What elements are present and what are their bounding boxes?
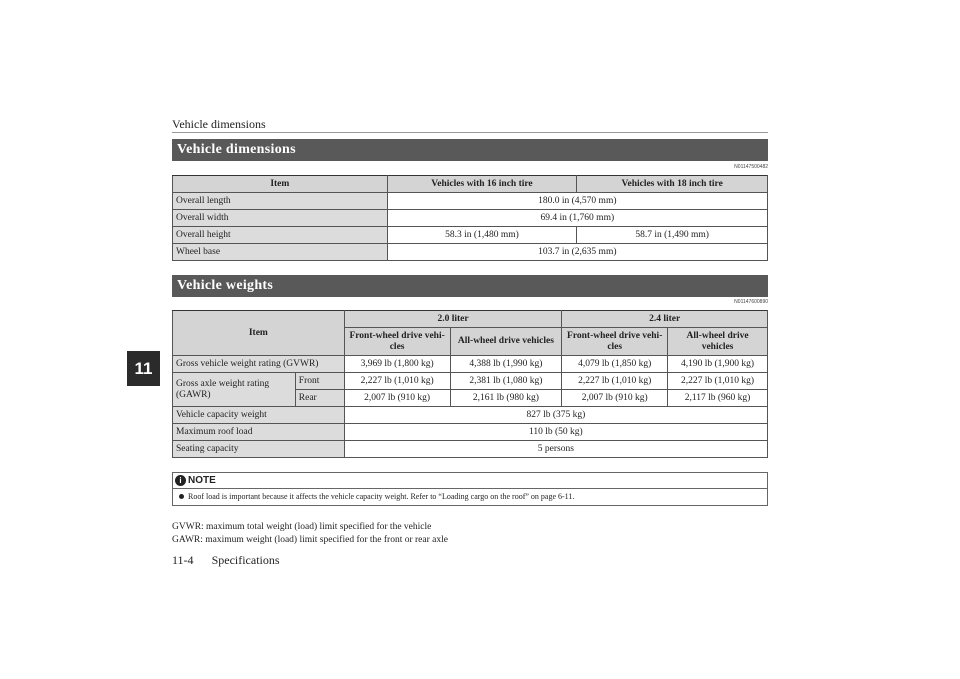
header-fwd-2-0: Front-wheel drive vehi-cles <box>344 328 450 356</box>
cell-value: 4,388 lb (1,990 kg) <box>450 356 562 373</box>
row-label: Overall height <box>173 227 388 244</box>
section-title-weights: Vehicle weights <box>172 275 768 297</box>
table-row <box>173 210 768 227</box>
footer-section: Specifications <box>211 553 280 567</box>
table-row <box>173 407 768 424</box>
row-label: Gross axle weight rating (GAWR) <box>173 373 296 407</box>
cell-value: 2,227 lb (1,010 kg) <box>668 373 768 390</box>
table-row <box>173 373 768 390</box>
row-label: Maximum roof load <box>173 424 345 441</box>
table-row <box>173 227 768 244</box>
section-title-dimensions: Vehicle dimensions <box>172 139 768 161</box>
note-label: NOTE <box>188 475 216 486</box>
header-2-0-liter: 2.0 liter <box>344 311 562 328</box>
table-row <box>173 356 768 373</box>
cell-value: 2,161 lb (980 kg) <box>450 390 562 407</box>
header-18-inch: Vehicles with 18 inch tire <box>577 176 768 193</box>
cell-value: 2,007 lb (910 kg) <box>344 390 450 407</box>
note-text: Roof load is important because it affects the vehicle capacity weight. Refer to “Loading cargo on the roof” on page 6-11. <box>188 492 575 501</box>
section-code-dimensions: N01147500482 <box>734 164 768 170</box>
page-footer <box>172 553 280 568</box>
cell-value: 2,117 lb (960 kg) <box>668 390 768 407</box>
cell-value: 3,969 lb (1,800 kg) <box>344 356 450 373</box>
header-awd-2-0: All-wheel drive vehicles <box>450 328 562 356</box>
row-label: Overall length <box>173 193 388 210</box>
section-code-weights: N01147600890 <box>734 299 768 305</box>
page-number: 11-4 <box>172 553 194 567</box>
row-value-16: 58.3 in (1,480 mm) <box>387 227 577 244</box>
chapter-tab: 11 <box>127 351 160 386</box>
row-value: 103.7 in (2,635 mm) <box>387 244 767 261</box>
table-row <box>173 424 768 441</box>
row-label: Gross vehicle weight rating (GVWR) <box>173 356 345 373</box>
table-row <box>173 441 768 458</box>
header-16-inch: Vehicles with 16 inch tire <box>387 176 577 193</box>
footnote-gvwr: GVWR: maximum total weight (load) limit specified for the vehicle <box>172 522 432 532</box>
header-2-4-liter: 2.4 liter <box>562 311 768 328</box>
header-item: Item <box>173 176 388 193</box>
dimensions-table <box>172 175 768 261</box>
header-fwd-2-4: Front-wheel drive vehi-cles <box>562 328 668 356</box>
row-value: 69.4 in (1,760 mm) <box>387 210 767 227</box>
table-row <box>173 193 768 210</box>
cell-value: 5 persons <box>344 441 767 458</box>
note-header <box>173 473 767 489</box>
page-header-title: Vehicle dimensions <box>172 117 266 131</box>
footnote-gawr: GAWR: maximum weight (load) limit specified for the front or rear axle <box>172 535 448 545</box>
cell-value: 2,227 lb (1,010 kg) <box>344 373 450 390</box>
weights-table <box>172 310 768 458</box>
bullet-icon <box>179 494 184 499</box>
note-body <box>173 489 767 501</box>
cell-value: 2,227 lb (1,010 kg) <box>562 373 668 390</box>
sub-label-rear: Rear <box>295 390 344 407</box>
cell-value: 4,079 lb (1,850 kg) <box>562 356 668 373</box>
row-label: Overall width <box>173 210 388 227</box>
cell-value: 110 lb (50 kg) <box>344 424 767 441</box>
header-awd-2-4: All-wheel drive vehicles <box>668 328 768 356</box>
header-item: Item <box>173 311 345 356</box>
cell-value: 2,381 lb (1,080 kg) <box>450 373 562 390</box>
note-box <box>172 472 768 506</box>
cell-value: 2,007 lb (910 kg) <box>562 390 668 407</box>
row-label: Wheel base <box>173 244 388 261</box>
sub-label-front: Front <box>295 373 344 390</box>
header-rule <box>172 132 768 133</box>
cell-value: 827 lb (375 kg) <box>344 407 767 424</box>
row-value: 180.0 in (4,570 mm) <box>387 193 767 210</box>
info-icon: i <box>175 475 186 486</box>
row-label: Vehicle capacity weight <box>173 407 345 424</box>
row-value-18: 58.7 in (1,490 mm) <box>577 227 768 244</box>
table-row <box>173 244 768 261</box>
row-label: Seating capacity <box>173 441 345 458</box>
cell-value: 4,190 lb (1,900 kg) <box>668 356 768 373</box>
